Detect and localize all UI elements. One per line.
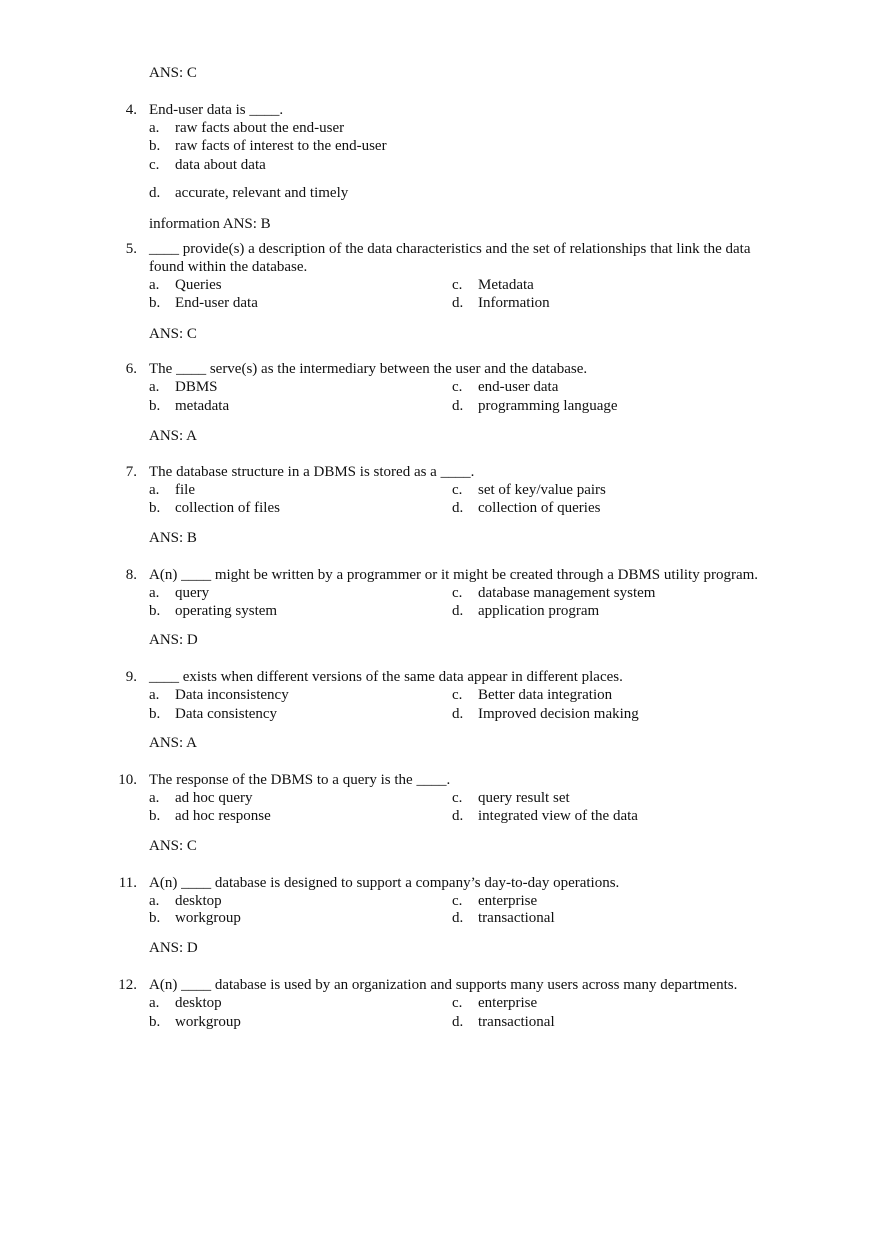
option-letter: c. <box>452 482 463 498</box>
option-text: collection of queries <box>478 500 601 516</box>
option-text: accurate, relevant and timely <box>175 185 349 201</box>
option-letter: a. <box>149 120 160 136</box>
option-text: workgroup <box>175 1014 241 1030</box>
option-text: metadata <box>175 398 230 414</box>
option-letter: b. <box>149 603 161 619</box>
option-text: data about data <box>175 157 266 173</box>
option-letter: b. <box>149 706 161 722</box>
question-number: 12. <box>118 977 137 993</box>
option-letter: c. <box>452 995 463 1011</box>
option-letter: a. <box>149 277 160 293</box>
question-stem: A(n) ____ database is designed to support a company’s day-to-day operations. <box>149 875 620 891</box>
answer-line: ANS: D <box>149 940 198 956</box>
question-stem-continued: found within the database. <box>149 259 308 275</box>
question-stem: The database structure in a DBMS is stored as a ____. <box>149 464 475 480</box>
question-number: 9. <box>125 669 137 685</box>
option-text: file <box>175 482 195 498</box>
question-number: 8. <box>125 567 137 583</box>
option-text: Information <box>478 295 550 311</box>
answer-line: ANS: A <box>149 735 197 751</box>
option-text: Metadata <box>478 277 534 293</box>
option-letter: b. <box>149 138 161 154</box>
option-text: ad hoc query <box>175 790 253 806</box>
option-letter: c. <box>452 687 463 703</box>
option-text: desktop <box>175 893 222 909</box>
option-letter: b. <box>149 808 161 824</box>
option-text: set of key/value pairs <box>478 482 606 498</box>
question-stem: End-user data is ____. <box>149 102 284 118</box>
option-letter: d. <box>149 185 161 201</box>
option-letter: a. <box>149 790 160 806</box>
answer-line: ANS: D <box>149 632 198 648</box>
question-stem: ____ exists when different versions of the same data appear in different places. <box>149 669 623 685</box>
option-text: Data consistency <box>175 706 278 722</box>
option-text: database management system <box>478 585 656 601</box>
option-text: query result set <box>478 790 570 806</box>
question-number: 6. <box>125 361 137 377</box>
answer-line: ANS: C <box>149 326 197 342</box>
answer-line: ANS: C <box>149 65 197 81</box>
option-letter: c. <box>149 157 160 173</box>
option-letter: a. <box>149 893 160 909</box>
question-stem: A(n) ____ might be written by a programmer or it might be created through a DBMS utility program. <box>149 567 759 583</box>
option-text: Data inconsistency <box>175 687 289 703</box>
option-text: enterprise <box>478 995 538 1011</box>
answer-line: ANS: C <box>149 838 197 854</box>
option-text: query <box>175 585 210 601</box>
option-letter: c. <box>452 893 463 909</box>
question-stem: The response of the DBMS to a query is the ____. <box>149 772 451 788</box>
option-letter: c. <box>452 790 463 806</box>
option-letter: d. <box>452 910 464 926</box>
option-text: DBMS <box>175 379 218 395</box>
option-text: desktop <box>175 995 222 1011</box>
option-text: transactional <box>478 1014 555 1030</box>
option-text: End-user data <box>175 295 258 311</box>
option-text: Better data integration <box>478 687 613 703</box>
question-number: 4. <box>125 102 137 118</box>
option-text: integrated view of the data <box>478 808 638 824</box>
question-stem: A(n) ____ database is used by an organization and supports many users across many departments. <box>149 977 738 993</box>
option-letter: b. <box>149 295 161 311</box>
option-letter: b. <box>149 910 161 926</box>
option-text: transactional <box>478 910 555 926</box>
option-letter: d. <box>452 603 464 619</box>
option-letter: d. <box>452 500 464 516</box>
option-text: application program <box>478 603 600 619</box>
option-text: collection of files <box>175 500 280 516</box>
question-number: 11. <box>118 875 137 891</box>
option-letter: c. <box>452 277 463 293</box>
answer-line: ANS: B <box>149 530 197 546</box>
option-letter: a. <box>149 482 160 498</box>
option-letter: d. <box>452 398 464 414</box>
option-letter: a. <box>149 379 160 395</box>
option-letter: a. <box>149 687 160 703</box>
option-letter: d. <box>452 295 464 311</box>
option-text: programming language <box>478 398 618 414</box>
question-number: 10. <box>118 772 137 788</box>
option-text: operating system <box>175 603 278 619</box>
option-letter: a. <box>149 585 160 601</box>
option-text: Queries <box>175 277 222 293</box>
option-letter: b. <box>149 1014 161 1030</box>
question-number: 7. <box>125 464 137 480</box>
option-text: workgroup <box>175 910 241 926</box>
answer-line: information ANS: B <box>149 216 271 232</box>
question-number: 5. <box>125 241 137 257</box>
option-text: Improved decision making <box>478 706 639 722</box>
option-text: raw facts about the end-user <box>175 120 345 136</box>
option-letter: d. <box>452 706 464 722</box>
option-letter: c. <box>452 379 463 395</box>
question-stem: ____ provide(s) a description of the data characteristics and the set of relationships that link the data <box>149 241 751 257</box>
option-text: ad hoc response <box>175 808 271 824</box>
question-stem: The ____ serve(s) as the intermediary between the user and the database. <box>149 361 588 377</box>
option-text: enterprise <box>478 893 538 909</box>
option-text: raw facts of interest to the end-user <box>175 138 387 154</box>
option-letter: b. <box>149 500 161 516</box>
option-letter: a. <box>149 995 160 1011</box>
answer-line: ANS: A <box>149 428 197 444</box>
option-letter: c. <box>452 585 463 601</box>
option-letter: d. <box>452 808 464 824</box>
option-text: end-user data <box>478 379 559 395</box>
option-letter: d. <box>452 1014 464 1030</box>
option-letter: b. <box>149 398 161 414</box>
